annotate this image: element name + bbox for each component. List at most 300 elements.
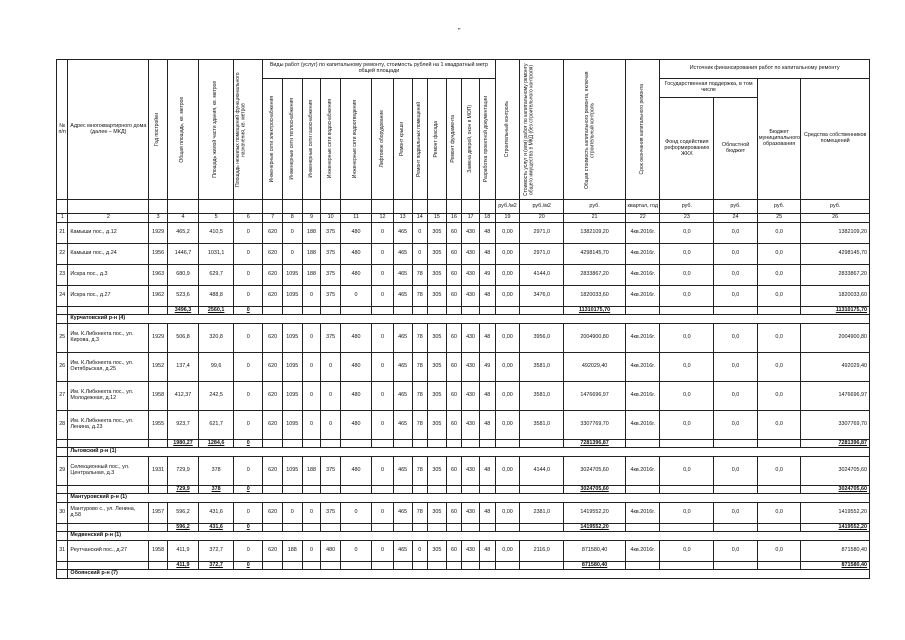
row-year: 1958 bbox=[149, 541, 168, 562]
row-unit-cost: 3581,0 bbox=[520, 353, 564, 382]
table-cell bbox=[321, 486, 341, 494]
table-cell bbox=[263, 524, 283, 532]
row-owners: 1419552,20 bbox=[801, 503, 870, 524]
row-work-cost: 0 bbox=[412, 244, 428, 265]
row-work-cost: 0 bbox=[372, 223, 394, 244]
table-cell bbox=[282, 486, 302, 494]
row-address: Камыши пос., д.24 bbox=[68, 244, 149, 265]
row-work-cost: 0 bbox=[372, 411, 394, 440]
subtotal-row bbox=[57, 440, 870, 448]
row-work-cost: 620 bbox=[263, 286, 283, 307]
subtotal-owners: 11310175,70 bbox=[801, 307, 870, 315]
table-cell bbox=[626, 440, 660, 448]
table-cell bbox=[372, 307, 394, 315]
row-work-cost: 78 bbox=[412, 503, 428, 524]
row-work-cost: 188 bbox=[282, 541, 302, 562]
header-total-area: Общая площадь, кв. метров bbox=[167, 60, 198, 200]
unit-owners: руб. bbox=[801, 200, 870, 214]
row-municipal: 0,0 bbox=[757, 503, 801, 524]
row-work-cost: 0 bbox=[302, 503, 321, 524]
row-regional: 0,0 bbox=[714, 286, 758, 307]
row-work-cost: 188 bbox=[302, 223, 321, 244]
row-work-cost: 48 bbox=[479, 286, 495, 307]
row-stroy-control: 0,00 bbox=[495, 503, 520, 524]
table-cell bbox=[340, 440, 371, 448]
row-work-cost: 305 bbox=[428, 411, 447, 440]
row-work-cost: 465 bbox=[393, 223, 412, 244]
row-work-cost: 0 bbox=[282, 223, 302, 244]
row-work-cost: 48 bbox=[479, 457, 495, 486]
row-total-area: 465,2 bbox=[167, 223, 198, 244]
row-work-cost: 49 bbox=[479, 265, 495, 286]
row-work-cost: 305 bbox=[428, 244, 447, 265]
row-work-cost: 1095 bbox=[282, 265, 302, 286]
header-municipal: Бюджет муниципального образования bbox=[757, 79, 801, 200]
row-work-cost: 620 bbox=[263, 353, 283, 382]
row-work-cost: 60 bbox=[446, 324, 462, 353]
row-nonres-area: 0 bbox=[234, 265, 263, 286]
row-work-cost: 480 bbox=[340, 382, 371, 411]
unit-fund: руб. bbox=[660, 200, 714, 214]
row-owners: 3024705,60 bbox=[801, 457, 870, 486]
row-stroy-control: 0,00 bbox=[495, 286, 520, 307]
row-work-cost: 465 bbox=[393, 541, 412, 562]
column-number: 25 bbox=[757, 214, 801, 223]
row-fund: 0,0 bbox=[660, 223, 714, 244]
row-fund: 0,0 bbox=[660, 503, 714, 524]
row-total-area: 1446,7 bbox=[167, 244, 198, 265]
header-deadline: Срок окончания капитального ремонта bbox=[626, 60, 660, 200]
row-owners: 492029,40 bbox=[801, 353, 870, 382]
row-living-area: 1031,1 bbox=[199, 244, 234, 265]
row-nonres-area: 0 bbox=[234, 244, 263, 265]
row-deadline: 4кв.2016г. bbox=[626, 286, 660, 307]
subtotal-row bbox=[57, 486, 870, 494]
table-cell bbox=[393, 307, 412, 315]
capital-repair-table bbox=[56, 59, 870, 579]
header-gov-support: Государственная поддержка, в том числе bbox=[660, 79, 757, 98]
row-stroy-control: 0,00 bbox=[495, 353, 520, 382]
table-row bbox=[57, 265, 870, 286]
row-work-cost: 48 bbox=[479, 541, 495, 562]
column-number: 11 bbox=[340, 214, 371, 223]
row-fund: 0,0 bbox=[660, 541, 714, 562]
row-unit-cost: 3581,0 bbox=[520, 411, 564, 440]
column-number: 26 bbox=[801, 214, 870, 223]
header-year: Год постройки bbox=[149, 60, 168, 200]
row-address: Им. К.Либкнехта пос., ул. Ленина, д.23 bbox=[68, 411, 149, 440]
row-year: 1955 bbox=[149, 411, 168, 440]
row-year: 1929 bbox=[149, 223, 168, 244]
row-deadline: 4кв.2016г. bbox=[626, 541, 660, 562]
row-living-area: 488,8 bbox=[199, 286, 234, 307]
row-work-cost: 48 bbox=[479, 503, 495, 524]
row-number: 21 bbox=[57, 223, 68, 244]
row-number: 25 bbox=[57, 324, 68, 353]
row-municipal: 0,0 bbox=[757, 382, 801, 411]
row-work-cost: 305 bbox=[428, 286, 447, 307]
row-work-cost: 305 bbox=[428, 457, 447, 486]
units-row bbox=[57, 200, 870, 214]
row-work-cost: 78 bbox=[412, 411, 428, 440]
row-nonres-area: 0 bbox=[234, 503, 263, 524]
row-living-area: 320,8 bbox=[199, 324, 234, 353]
table-cell bbox=[757, 524, 801, 532]
table-cell bbox=[302, 524, 321, 532]
table-cell bbox=[660, 440, 714, 448]
row-number: 30 bbox=[57, 503, 68, 524]
table-cell bbox=[372, 486, 394, 494]
table-cell bbox=[462, 440, 480, 448]
table-cell bbox=[68, 562, 149, 570]
table-cell bbox=[340, 486, 371, 494]
row-work-cost: 430 bbox=[462, 382, 480, 411]
row-work-cost: 430 bbox=[462, 503, 480, 524]
row-work-cost: 0 bbox=[302, 411, 321, 440]
header-work-5: Инженерные сети водоотведения bbox=[340, 79, 371, 200]
row-total-area: 680,9 bbox=[167, 265, 198, 286]
region-label: Медвенский р-н (1) bbox=[68, 532, 870, 541]
table-cell bbox=[412, 440, 428, 448]
row-work-cost: 375 bbox=[321, 244, 341, 265]
column-number: 22 bbox=[626, 214, 660, 223]
row-work-cost: 480 bbox=[340, 457, 371, 486]
row-fund: 0,0 bbox=[660, 265, 714, 286]
row-deadline: 4кв.2016г. bbox=[626, 382, 660, 411]
table-cell bbox=[495, 562, 520, 570]
row-work-cost: 0 bbox=[372, 265, 394, 286]
table-cell bbox=[302, 486, 321, 494]
row-year: 1958 bbox=[149, 382, 168, 411]
row-total-cost: 871580,40 bbox=[563, 541, 625, 562]
table-cell bbox=[57, 315, 68, 324]
subtotal-total-cost: 7281396,87 bbox=[563, 440, 625, 448]
row-work-cost: 305 bbox=[428, 353, 447, 382]
row-work-cost: 480 bbox=[340, 353, 371, 382]
row-living-area: 621,7 bbox=[199, 411, 234, 440]
column-number: 3 bbox=[149, 214, 168, 223]
column-number: 13 bbox=[393, 214, 412, 223]
header-work-12: Разработка проектной документации bbox=[479, 79, 495, 200]
row-work-cost: 305 bbox=[428, 503, 447, 524]
table-cell bbox=[446, 307, 462, 315]
row-work-cost: 60 bbox=[446, 541, 462, 562]
row-unit-cost: 4144,0 bbox=[520, 265, 564, 286]
table-cell bbox=[57, 486, 68, 494]
table-cell bbox=[626, 562, 660, 570]
row-work-cost: 0 bbox=[412, 223, 428, 244]
table-row bbox=[57, 286, 870, 307]
table-cell bbox=[57, 494, 68, 503]
subtotal-nonres-area: 0 bbox=[234, 307, 263, 315]
row-regional: 0,0 bbox=[714, 353, 758, 382]
table-row bbox=[57, 411, 870, 440]
region-row bbox=[57, 532, 870, 541]
column-number: 12 bbox=[372, 214, 394, 223]
row-work-cost: 78 bbox=[412, 382, 428, 411]
header-work-7: Ремонт крыши bbox=[393, 79, 412, 200]
row-work-cost: 1095 bbox=[282, 411, 302, 440]
table-row bbox=[57, 353, 870, 382]
row-total-cost: 492029,40 bbox=[563, 353, 625, 382]
row-number: 23 bbox=[57, 265, 68, 286]
row-total-area: 506,8 bbox=[167, 324, 198, 353]
row-total-cost: 1382109,20 bbox=[563, 223, 625, 244]
subtotal-nonres-area: 0 bbox=[234, 486, 263, 494]
row-work-cost: 48 bbox=[479, 324, 495, 353]
header-stroy-control: Строительный контроль bbox=[495, 60, 520, 200]
row-work-cost: 465 bbox=[393, 286, 412, 307]
column-number: 7 bbox=[263, 214, 283, 223]
row-work-cost: 1095 bbox=[282, 353, 302, 382]
table-cell bbox=[149, 562, 168, 570]
row-nonres-area: 0 bbox=[234, 286, 263, 307]
table-cell bbox=[479, 562, 495, 570]
table-cell bbox=[495, 524, 520, 532]
table-cell bbox=[520, 524, 564, 532]
row-living-area: 410,5 bbox=[199, 223, 234, 244]
table-cell bbox=[495, 440, 520, 448]
subtotal-owners: 3024705,60 bbox=[801, 486, 870, 494]
row-work-cost: 188 bbox=[302, 457, 321, 486]
row-regional: 0,0 bbox=[714, 457, 758, 486]
column-number: 6 bbox=[234, 214, 263, 223]
row-address: Реутчанский пос., д.27 bbox=[68, 541, 149, 562]
table-cell bbox=[57, 524, 68, 532]
row-nonres-area: 0 bbox=[234, 353, 263, 382]
row-regional: 0,0 bbox=[714, 541, 758, 562]
row-number: 24 bbox=[57, 286, 68, 307]
header-address: Адрес многоквартирного дома (далее – МКД) bbox=[68, 60, 149, 200]
row-work-cost: 430 bbox=[462, 324, 480, 353]
subtotal-living-area: 431,6 bbox=[199, 524, 234, 532]
row-total-area: 729,9 bbox=[167, 457, 198, 486]
unit-regional: руб. bbox=[714, 200, 758, 214]
row-work-cost: 78 bbox=[412, 324, 428, 353]
table-cell bbox=[149, 307, 168, 315]
header-funding-title: Источник финансирования работ по капитальному ремонту bbox=[660, 60, 870, 79]
row-municipal: 0,0 bbox=[757, 411, 801, 440]
table-cell bbox=[757, 440, 801, 448]
table-cell bbox=[372, 562, 394, 570]
column-number: 10 bbox=[321, 214, 341, 223]
subtotal-living-area: 1284,6 bbox=[199, 440, 234, 448]
table-cell bbox=[757, 307, 801, 315]
row-deadline: 4кв.2016г. bbox=[626, 503, 660, 524]
table-cell bbox=[479, 307, 495, 315]
row-total-area: 137,4 bbox=[167, 353, 198, 382]
table-cell bbox=[446, 562, 462, 570]
table-cell bbox=[714, 307, 758, 315]
unit-stroy-control: руб./м2 bbox=[495, 200, 520, 214]
table-cell bbox=[428, 440, 447, 448]
table-cell bbox=[393, 486, 412, 494]
subtotal-living-area: 2560,1 bbox=[199, 307, 234, 315]
header-work-9: Ремонт фасада bbox=[428, 79, 447, 200]
row-municipal: 0,0 bbox=[757, 265, 801, 286]
unit-total-cost: руб. bbox=[563, 200, 625, 214]
table-cell bbox=[321, 440, 341, 448]
row-total-area: 596,2 bbox=[167, 503, 198, 524]
row-work-cost: 620 bbox=[263, 244, 283, 265]
row-work-cost: 0 bbox=[372, 244, 394, 265]
row-work-cost: 620 bbox=[263, 503, 283, 524]
column-number: 19 bbox=[495, 214, 520, 223]
row-total-cost: 2004900,80 bbox=[563, 324, 625, 353]
row-total-cost: 1419552,20 bbox=[563, 503, 625, 524]
row-municipal: 0,0 bbox=[757, 286, 801, 307]
row-fund: 0,0 bbox=[660, 411, 714, 440]
row-work-cost: 0 bbox=[372, 503, 394, 524]
table-cell bbox=[462, 524, 480, 532]
table-cell bbox=[372, 440, 394, 448]
row-number: 26 bbox=[57, 353, 68, 382]
column-number: 24 bbox=[714, 214, 758, 223]
row-address: Им. К.Либкнехта пос., ул. Молодежная, д.12 bbox=[68, 382, 149, 411]
row-work-cost: 480 bbox=[321, 541, 341, 562]
row-municipal: 0,0 bbox=[757, 324, 801, 353]
table-cell bbox=[520, 440, 564, 448]
column-numbers-row bbox=[57, 214, 870, 223]
row-work-cost: 305 bbox=[428, 265, 447, 286]
row-work-cost: 78 bbox=[412, 265, 428, 286]
row-total-area: 411,9 bbox=[167, 541, 198, 562]
table-cell bbox=[520, 562, 564, 570]
region-label: Обоянский р-н (7) bbox=[68, 570, 870, 579]
row-work-cost: 620 bbox=[263, 382, 283, 411]
table-cell bbox=[714, 562, 758, 570]
row-work-cost: 465 bbox=[393, 457, 412, 486]
subtotal-living-area: 378 bbox=[199, 486, 234, 494]
table-cell bbox=[757, 562, 801, 570]
row-work-cost: 0 bbox=[302, 541, 321, 562]
row-unit-cost: 4144,0 bbox=[520, 457, 564, 486]
row-address: Искра пос., д.3 bbox=[68, 265, 149, 286]
row-owners: 2004900,80 bbox=[801, 324, 870, 353]
row-unit-cost: 3956,0 bbox=[520, 324, 564, 353]
column-number: 2 bbox=[68, 214, 149, 223]
row-unit-cost: 2971,0 bbox=[520, 223, 564, 244]
table-cell bbox=[302, 562, 321, 570]
column-number: 9 bbox=[302, 214, 321, 223]
row-total-area: 923,7 bbox=[167, 411, 198, 440]
table-cell bbox=[446, 486, 462, 494]
row-total-cost: 2833867,20 bbox=[563, 265, 625, 286]
subtotal-total-cost: 11310175,70 bbox=[563, 307, 625, 315]
subtotal-total-area: 729,9 bbox=[167, 486, 198, 494]
row-number: 28 bbox=[57, 411, 68, 440]
row-work-cost: 430 bbox=[462, 286, 480, 307]
row-deadline: 4кв.2016г. bbox=[626, 223, 660, 244]
row-municipal: 0,0 bbox=[757, 353, 801, 382]
row-address: Им. К.Либкнехта пос., ул. Октябрьская, д.25 bbox=[68, 353, 149, 382]
table-cell bbox=[57, 562, 68, 570]
row-fund: 0,0 bbox=[660, 382, 714, 411]
table-cell bbox=[757, 486, 801, 494]
table-cell bbox=[462, 307, 480, 315]
row-nonres-area: 0 bbox=[234, 223, 263, 244]
header-fund: Фонд содействия реформированию ЖКХ bbox=[660, 98, 714, 200]
row-work-cost: 49 bbox=[479, 353, 495, 382]
row-work-cost: 620 bbox=[263, 324, 283, 353]
row-nonres-area: 0 bbox=[234, 457, 263, 486]
subtotal-total-cost: 3024705,60 bbox=[563, 486, 625, 494]
column-number: 21 bbox=[563, 214, 625, 223]
subtotal-owners: 1419552,20 bbox=[801, 524, 870, 532]
row-regional: 0,0 bbox=[714, 265, 758, 286]
header-no: № п/п bbox=[57, 60, 68, 200]
table-cell bbox=[149, 440, 168, 448]
header-work-8: Ремонт подвальных помещений bbox=[412, 79, 428, 200]
row-total-cost: 1820033,60 bbox=[563, 286, 625, 307]
row-deadline: 4кв.2016г. bbox=[626, 244, 660, 265]
header-work-2: Инженерные сети теплоснабжения bbox=[282, 79, 302, 200]
row-work-cost: 0 bbox=[302, 353, 321, 382]
row-number: 27 bbox=[57, 382, 68, 411]
row-address: Искра пос., д.27 bbox=[68, 286, 149, 307]
subtotal-nonres-area: 0 bbox=[234, 440, 263, 448]
table-cell bbox=[626, 524, 660, 532]
table-cell bbox=[660, 486, 714, 494]
column-number: 1 bbox=[57, 214, 68, 223]
row-unit-cost: 2116,0 bbox=[520, 541, 564, 562]
table-cell bbox=[57, 448, 68, 457]
table-cell bbox=[149, 524, 168, 532]
header-work-6: Лифтовое оборудование bbox=[372, 79, 394, 200]
row-owners: 1382109,20 bbox=[801, 223, 870, 244]
row-deadline: 4кв.2016г. bbox=[626, 353, 660, 382]
table-cell bbox=[428, 562, 447, 570]
row-work-cost: 0 bbox=[282, 244, 302, 265]
table-cell bbox=[520, 307, 564, 315]
row-owners: 1476696,97 bbox=[801, 382, 870, 411]
subtotal-total-area: 596,2 bbox=[167, 524, 198, 532]
row-municipal: 0,0 bbox=[757, 541, 801, 562]
row-work-cost: 305 bbox=[428, 324, 447, 353]
row-year: 1962 bbox=[149, 286, 168, 307]
subtotal-row bbox=[57, 524, 870, 532]
row-address: Мантурово с., ул. Ленина, д.58 bbox=[68, 503, 149, 524]
table-cell bbox=[462, 562, 480, 570]
row-year: 1956 bbox=[149, 244, 168, 265]
table-body bbox=[57, 223, 870, 579]
row-work-cost: 305 bbox=[428, 382, 447, 411]
table-cell bbox=[626, 307, 660, 315]
subtotal-total-area: 1980,27 bbox=[167, 440, 198, 448]
table-cell bbox=[372, 524, 394, 532]
row-number: 22 bbox=[57, 244, 68, 265]
table-cell bbox=[57, 570, 68, 579]
table-cell bbox=[282, 524, 302, 532]
row-work-cost: 305 bbox=[428, 223, 447, 244]
row-work-cost: 0 bbox=[372, 286, 394, 307]
row-work-cost: 465 bbox=[393, 382, 412, 411]
table-row bbox=[57, 244, 870, 265]
row-work-cost: 1095 bbox=[282, 382, 302, 411]
subtotal-row bbox=[57, 307, 870, 315]
table-cell bbox=[321, 307, 341, 315]
row-work-cost: 48 bbox=[479, 223, 495, 244]
table-cell bbox=[520, 486, 564, 494]
subtotal-nonres-area: 0 bbox=[234, 562, 263, 570]
table-cell bbox=[714, 486, 758, 494]
column-number: 4 bbox=[167, 214, 198, 223]
row-year: 1957 bbox=[149, 503, 168, 524]
subtotal-living-area: 372,7 bbox=[199, 562, 234, 570]
row-work-cost: 48 bbox=[479, 382, 495, 411]
row-work-cost: 620 bbox=[263, 457, 283, 486]
column-number: 18 bbox=[479, 214, 495, 223]
